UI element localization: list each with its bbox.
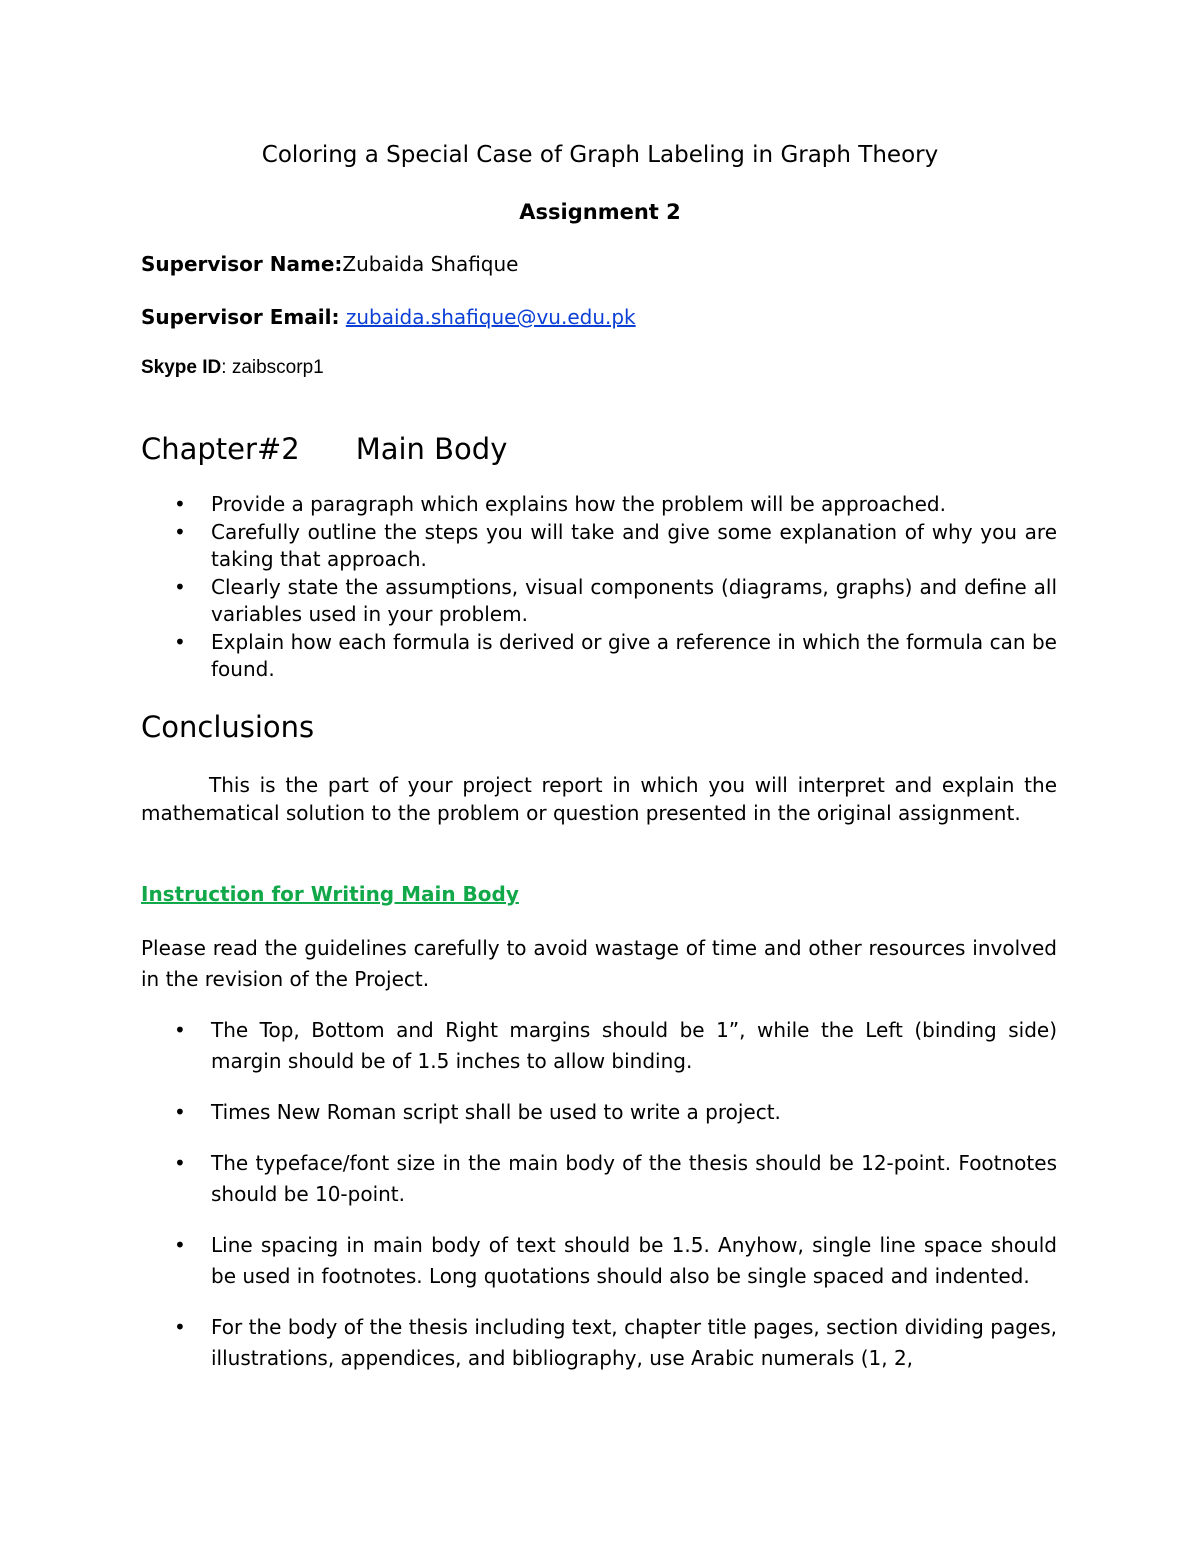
separator: : (331, 305, 340, 329)
list-item: • For the body of the thesis including text, chapter title pages, section dividing pages, illustrations, appendices, and bibliography, use Arabic numerals (1, 2, (141, 1312, 1057, 1374)
bullet-icon: • (174, 1151, 186, 1175)
chapter-bullet-list (141, 491, 1057, 684)
list-item: • Provide a paragraph which explains how the problem will be approached. (141, 491, 1057, 519)
document-title: Coloring a Special Case of Graph Labeling in Graph Theory (261, 142, 939, 168)
bullet-icon: • (174, 574, 186, 599)
list-item: • Line spacing in main body of text should be 1.5. Anyhow, single line space should be used in footnotes. Long quotations should also be single spaced and indented. (141, 1230, 1057, 1292)
bullet-icon: • (174, 629, 186, 654)
skype-line (141, 357, 324, 379)
list-item: • The Top, Bottom and Right margins should be 1”, while the Left (binding side) margin should be of 1.5 inches to allow binding. (141, 1015, 1057, 1077)
supervisor-email-line (141, 305, 636, 329)
list-item: • Clearly state the assumptions, visual components (diagrams, graphs) and define all variables used in your problem. (174, 574, 1057, 626)
separator: : (221, 357, 227, 378)
chapter-number: Chapter#2 (141, 432, 300, 466)
separator: : (334, 252, 343, 276)
bullet-icon: • (174, 1018, 186, 1042)
supervisor-name-line (141, 252, 518, 276)
bullet-icon: • (174, 1233, 186, 1257)
supervisor-name: Zubaida Shafique (342, 252, 519, 276)
assignment-number: Assignment 2 (519, 200, 681, 224)
supervisor-email-label: Supervisor Email (141, 305, 332, 329)
bullet-icon: • (174, 1100, 186, 1124)
guidelines-list (141, 1015, 1057, 1374)
supervisor-name-label: Supervisor Name (141, 252, 335, 276)
list-item: • Carefully outline the steps you will take and give some explanation of why you are taking that approach. (174, 519, 1057, 571)
bullet-icon: • (174, 492, 186, 516)
list-item: • Times New Roman script shall be used to write a project. (141, 1097, 1057, 1128)
bullet-icon: • (174, 1315, 186, 1339)
list-item: • Explain how each formula is derived or give a reference in which the formula can be found. (174, 629, 1057, 681)
instruction-intro: Please read the guidelines carefully to avoid wastage of time and other resources involved in the revision of the Project. (141, 936, 1057, 991)
conclusions-heading: Conclusions (141, 710, 315, 744)
conclusions-paragraph: This is the part of your project report in which you will interpret and explain the mathematical solution to the problem or question presented in the original assignment. (141, 773, 1057, 825)
instruction-heading: Instruction for Writing Main Body (141, 882, 519, 906)
bullet-icon: • (174, 519, 186, 544)
skype-label: Skype ID (141, 357, 222, 378)
chapter-title: Main Body (355, 432, 508, 466)
list-item: • The typeface/font size in the main body of the thesis should be 12-point. Footnotes should be 10-point. (141, 1148, 1057, 1210)
skype-id: zaibscorp1 (231, 357, 324, 378)
supervisor-email-link[interactable]: zubaida.shafique@vu.edu.pk (345, 305, 636, 329)
chapter-heading (141, 432, 507, 466)
